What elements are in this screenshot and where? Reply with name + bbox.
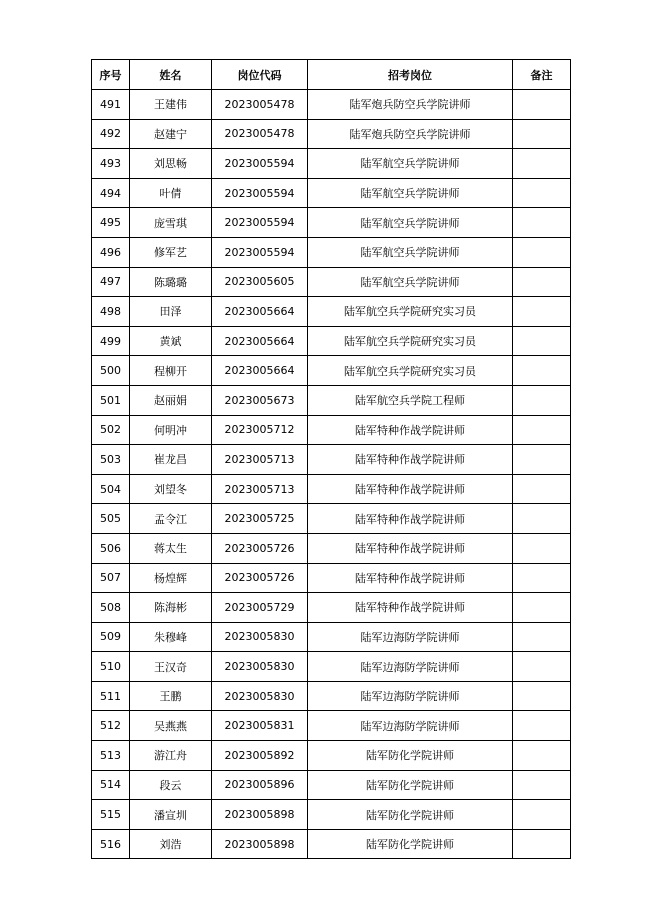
cell-name: 刘浩: [130, 829, 212, 859]
cell-note: [513, 593, 571, 623]
cell-code: 2023005664: [212, 297, 308, 327]
cell-seq: 495: [92, 208, 130, 238]
header-code: 岗位代码: [212, 60, 308, 90]
table-row: [92, 770, 571, 800]
cell-code: 2023005726: [212, 563, 308, 593]
header-row: [92, 60, 571, 90]
cell-code: 2023005478: [212, 90, 308, 120]
table-row: [92, 297, 571, 327]
cell-note: [513, 90, 571, 120]
cell-note: [513, 563, 571, 593]
cell-post: 陆军特种作战学院讲师: [308, 474, 513, 504]
table-row: [92, 622, 571, 652]
cell-seq: 501: [92, 385, 130, 415]
cell-post: 陆军航空兵学院讲师: [308, 208, 513, 238]
cell-code: 2023005712: [212, 415, 308, 445]
cell-note: [513, 119, 571, 149]
cell-name: 王鹏: [130, 681, 212, 711]
table-row: [92, 385, 571, 415]
cell-code: 2023005664: [212, 326, 308, 356]
cell-seq: 504: [92, 474, 130, 504]
cell-post: 陆军航空兵学院工程师: [308, 385, 513, 415]
cell-code: 2023005594: [212, 237, 308, 267]
cell-seq: 498: [92, 297, 130, 327]
cell-name: 程柳开: [130, 356, 212, 386]
cell-post: 陆军特种作战学院讲师: [308, 533, 513, 563]
cell-name: 游江舟: [130, 741, 212, 771]
cell-post: 陆军边海防学院讲师: [308, 711, 513, 741]
cell-note: [513, 385, 571, 415]
cell-code: 2023005713: [212, 445, 308, 475]
header-name: 姓名: [130, 60, 212, 90]
cell-post: 陆军防化学院讲师: [308, 800, 513, 830]
cell-post: 陆军航空兵学院讲师: [308, 267, 513, 297]
header-post: 招考岗位: [308, 60, 513, 90]
cell-note: [513, 681, 571, 711]
cell-note: [513, 178, 571, 208]
table-row: [92, 474, 571, 504]
cell-post: 陆军边海防学院讲师: [308, 652, 513, 682]
cell-seq: 510: [92, 652, 130, 682]
table-row: [92, 415, 571, 445]
cell-seq: 516: [92, 829, 130, 859]
cell-code: 2023005729: [212, 593, 308, 623]
cell-name: 何明冲: [130, 415, 212, 445]
cell-seq: 493: [92, 149, 130, 179]
cell-post: 陆军特种作战学院讲师: [308, 445, 513, 475]
table-row: [92, 593, 571, 623]
table-row: [92, 533, 571, 563]
cell-note: [513, 415, 571, 445]
cell-post: 陆军炮兵防空兵学院讲师: [308, 119, 513, 149]
table-row: [92, 326, 571, 356]
table-row: [92, 504, 571, 534]
table-row: [92, 829, 571, 859]
cell-name: 蒋太生: [130, 533, 212, 563]
cell-name: 崔龙昌: [130, 445, 212, 475]
cell-post: 陆军边海防学院讲师: [308, 681, 513, 711]
cell-note: [513, 622, 571, 652]
cell-code: 2023005594: [212, 149, 308, 179]
cell-name: 陈海彬: [130, 593, 212, 623]
cell-note: [513, 800, 571, 830]
table-row: [92, 652, 571, 682]
cell-code: 2023005478: [212, 119, 308, 149]
cell-seq: 515: [92, 800, 130, 830]
cell-seq: 502: [92, 415, 130, 445]
table-row: [92, 356, 571, 386]
cell-seq: 511: [92, 681, 130, 711]
cell-note: [513, 356, 571, 386]
cell-seq: 508: [92, 593, 130, 623]
cell-note: [513, 504, 571, 534]
cell-name: 陈璐璐: [130, 267, 212, 297]
cell-note: [513, 237, 571, 267]
cell-name: 潘宣圳: [130, 800, 212, 830]
cell-note: [513, 297, 571, 327]
cell-seq: 492: [92, 119, 130, 149]
cell-name: 修军艺: [130, 237, 212, 267]
cell-name: 赵建宁: [130, 119, 212, 149]
cell-seq: 512: [92, 711, 130, 741]
cell-post: 陆军炮兵防空兵学院讲师: [308, 90, 513, 120]
table-row: [92, 681, 571, 711]
cell-name: 杨煌辉: [130, 563, 212, 593]
cell-note: [513, 711, 571, 741]
cell-name: 朱穆峰: [130, 622, 212, 652]
cell-post: 陆军防化学院讲师: [308, 829, 513, 859]
cell-seq: 505: [92, 504, 130, 534]
cell-note: [513, 829, 571, 859]
cell-code: 2023005713: [212, 474, 308, 504]
cell-seq: 514: [92, 770, 130, 800]
cell-name: 赵丽娟: [130, 385, 212, 415]
cell-code: 2023005605: [212, 267, 308, 297]
cell-post: 陆军航空兵学院研究实习员: [308, 297, 513, 327]
cell-code: 2023005726: [212, 533, 308, 563]
cell-seq: 509: [92, 622, 130, 652]
table-row: [92, 119, 571, 149]
cell-name: 段云: [130, 770, 212, 800]
table-body: [92, 90, 571, 859]
cell-seq: 506: [92, 533, 130, 563]
cell-code: 2023005664: [212, 356, 308, 386]
cell-note: [513, 267, 571, 297]
cell-code: 2023005892: [212, 741, 308, 771]
cell-seq: 496: [92, 237, 130, 267]
cell-code: 2023005896: [212, 770, 308, 800]
cell-note: [513, 326, 571, 356]
table-row: [92, 711, 571, 741]
cell-name: 叶倩: [130, 178, 212, 208]
table-row: [92, 445, 571, 475]
cell-post: 陆军边海防学院讲师: [308, 622, 513, 652]
cell-note: [513, 533, 571, 563]
cell-note: [513, 652, 571, 682]
cell-code: 2023005594: [212, 208, 308, 238]
cell-post: 陆军防化学院讲师: [308, 770, 513, 800]
cell-code: 2023005673: [212, 385, 308, 415]
cell-name: 刘思畅: [130, 149, 212, 179]
cell-post: 陆军航空兵学院研究实习员: [308, 356, 513, 386]
cell-name: 刘望冬: [130, 474, 212, 504]
cell-note: [513, 445, 571, 475]
cell-note: [513, 208, 571, 238]
cell-code: 2023005898: [212, 800, 308, 830]
cell-post: 陆军特种作战学院讲师: [308, 593, 513, 623]
cell-post: 陆军特种作战学院讲师: [308, 415, 513, 445]
header-note: 备注: [513, 60, 571, 90]
cell-seq: 503: [92, 445, 130, 475]
table-row: [92, 741, 571, 771]
cell-note: [513, 741, 571, 771]
cell-name: 王建伟: [130, 90, 212, 120]
cell-name: 田泽: [130, 297, 212, 327]
cell-code: 2023005725: [212, 504, 308, 534]
cell-code: 2023005830: [212, 652, 308, 682]
cell-post: 陆军特种作战学院讲师: [308, 563, 513, 593]
cell-seq: 513: [92, 741, 130, 771]
table-row: [92, 800, 571, 830]
cell-seq: 494: [92, 178, 130, 208]
cell-name: 庞雪琪: [130, 208, 212, 238]
cell-code: 2023005898: [212, 829, 308, 859]
cell-seq: 497: [92, 267, 130, 297]
table-row: [92, 208, 571, 238]
cell-code: 2023005594: [212, 178, 308, 208]
cell-post: 陆军特种作战学院讲师: [308, 504, 513, 534]
cell-note: [513, 770, 571, 800]
cell-post: 陆军航空兵学院讲师: [308, 178, 513, 208]
cell-code: 2023005831: [212, 711, 308, 741]
cell-post: 陆军航空兵学院讲师: [308, 149, 513, 179]
header-seq: 序号: [92, 60, 130, 90]
cell-seq: 491: [92, 90, 130, 120]
cell-code: 2023005830: [212, 681, 308, 711]
roster-table: [91, 59, 571, 859]
cell-name: 孟令江: [130, 504, 212, 534]
cell-name: 王汉奇: [130, 652, 212, 682]
cell-name: 黄斌: [130, 326, 212, 356]
cell-note: [513, 149, 571, 179]
cell-post: 陆军航空兵学院研究实习员: [308, 326, 513, 356]
table-row: [92, 90, 571, 120]
table-row: [92, 563, 571, 593]
cell-post: 陆军航空兵学院讲师: [308, 237, 513, 267]
cell-note: [513, 474, 571, 504]
cell-seq: 499: [92, 326, 130, 356]
cell-name: 吴燕燕: [130, 711, 212, 741]
cell-code: 2023005830: [212, 622, 308, 652]
table-row: [92, 237, 571, 267]
table-row: [92, 149, 571, 179]
cell-seq: 507: [92, 563, 130, 593]
cell-seq: 500: [92, 356, 130, 386]
table-row: [92, 178, 571, 208]
table-row: [92, 267, 571, 297]
cell-post: 陆军防化学院讲师: [308, 741, 513, 771]
